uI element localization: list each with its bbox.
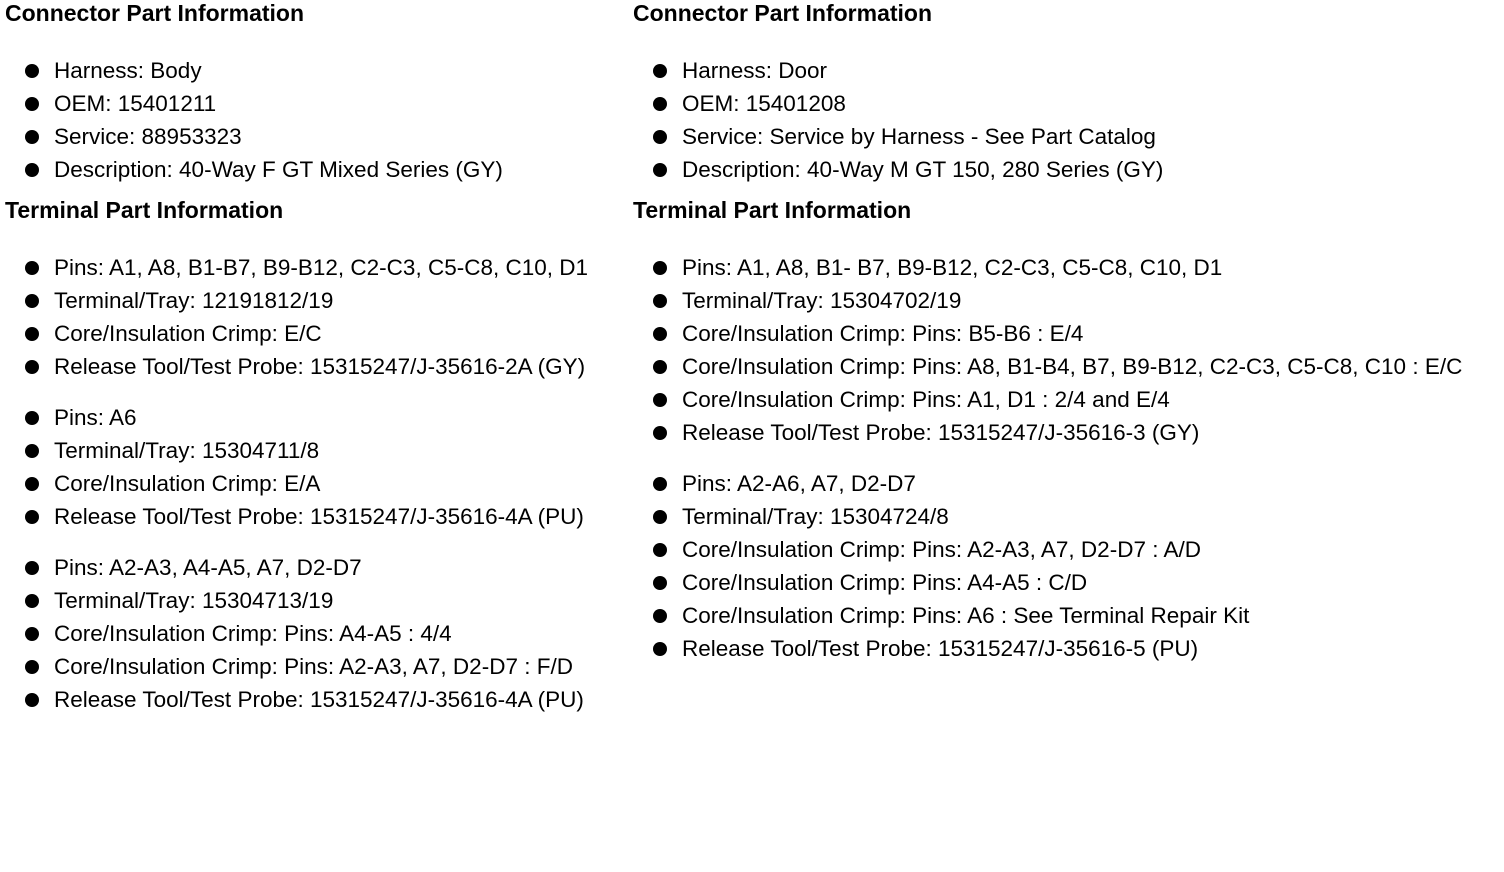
list-item: Service: 88953323 <box>5 122 620 152</box>
list-item: Pins: A6 <box>5 403 620 433</box>
list-item: Terminal/Tray: 15304711/8 <box>5 436 620 466</box>
terminal-heading: Terminal Part Information <box>633 197 912 223</box>
list-item: Release Tool/Test Probe: 15315247/J-35616-4A (PU) <box>5 502 620 532</box>
list-item: Release Tool/Test Probe: 15315247/J-35616-2A (GY) <box>5 352 620 382</box>
list-item: Release Tool/Test Probe: 15315247/J-35616-5 (PU) <box>633 634 1498 664</box>
list-item: Pins: A2-A3, A4-A5, A7, D2-D7 <box>5 553 620 583</box>
list-item: Core/Insulation Crimp: Pins: A1, D1 : 2/4 and E/4 <box>633 385 1498 415</box>
list-item: OEM: 15401208 <box>633 89 1498 119</box>
connector-list <box>5 56 620 185</box>
list-item: Pins: A1, A8, B1- B7, B9-B12, C2-C3, C5-C8, C10, D1 <box>633 253 1498 283</box>
list-item: Terminal/Tray: 12191812/19 <box>5 286 620 316</box>
list-item: Pins: A2-A6, A7, D2-D7 <box>633 469 1498 499</box>
list-item: Core/Insulation Crimp: Pins: A6 : See Terminal Repair Kit <box>633 601 1498 631</box>
list-item: Terminal/Tray: 15304724/8 <box>633 502 1498 532</box>
list-item: Harness: Door <box>633 56 1498 86</box>
list-item: Core/Insulation Crimp: Pins: B5-B6 : E/4 <box>633 319 1498 349</box>
terminal-group <box>5 553 620 715</box>
terminal-group <box>5 403 620 532</box>
list-item: Core/Insulation Crimp: Pins: A2-A3, A7, D2-D7 : A/D <box>633 535 1498 565</box>
list-item: Pins: A1, A8, B1-B7, B9-B12, C2-C3, C5-C8, C10, D1 <box>5 253 620 283</box>
list-item: Service: Service by Harness - See Part Catalog <box>633 122 1498 152</box>
list-item: OEM: 15401211 <box>5 89 620 119</box>
terminal-group <box>633 253 1498 448</box>
list-item: Core/Insulation Crimp: E/A <box>5 469 620 499</box>
list-item: Terminal/Tray: 15304702/19 <box>633 286 1498 316</box>
list-item: Release Tool/Test Probe: 15315247/J-35616-4A (PU) <box>5 685 620 715</box>
list-item: Core/Insulation Crimp: Pins: A4-A5 : 4/4 <box>5 619 620 649</box>
list-item: Harness: Body <box>5 56 620 86</box>
right-column <box>633 0 1498 667</box>
list-item: Core/Insulation Crimp: Pins: A4-A5 : C/D <box>633 568 1498 598</box>
connector-heading: Connector Part Information <box>633 0 933 26</box>
terminal-group <box>633 469 1498 664</box>
list-item: Core/Insulation Crimp: E/C <box>5 319 620 349</box>
terminal-heading: Terminal Part Information <box>5 197 284 223</box>
list-item: Description: 40-Way F GT Mixed Series (GY) <box>5 155 620 185</box>
list-item: Release Tool/Test Probe: 15315247/J-35616-3 (GY) <box>633 418 1498 448</box>
left-column <box>5 0 620 718</box>
connector-list <box>633 56 1498 185</box>
list-item: Core/Insulation Crimp: Pins: A8, B1-B4, B7, B9-B12, C2-C3, C5-C8, C10 : E/C <box>633 352 1498 382</box>
terminal-group <box>5 253 620 382</box>
list-item: Terminal/Tray: 15304713/19 <box>5 586 620 616</box>
list-item: Core/Insulation Crimp: Pins: A2-A3, A7, D2-D7 : F/D <box>5 652 620 682</box>
list-item: Description: 40-Way M GT 150, 280 Series (GY) <box>633 155 1498 185</box>
connector-heading: Connector Part Information <box>5 0 305 26</box>
